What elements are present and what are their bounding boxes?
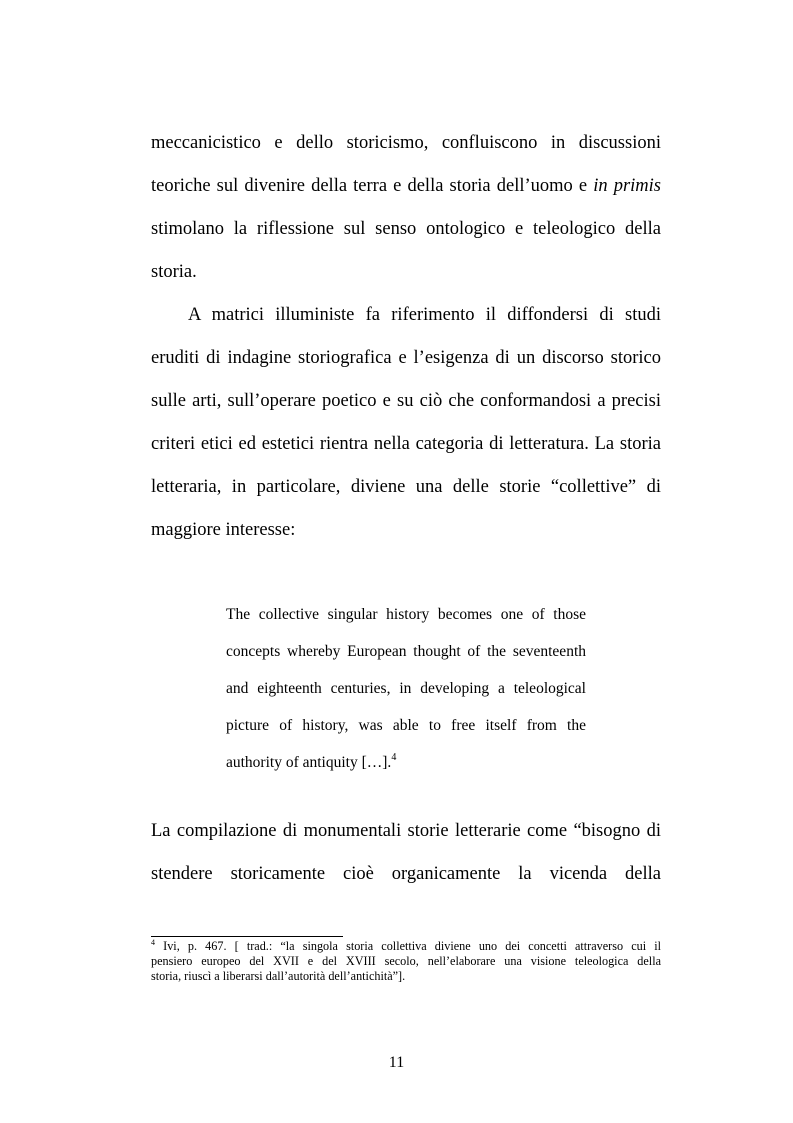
paragraph-2 [151, 294, 661, 552]
block-quote [226, 596, 586, 781]
paragraph-1-line-2 [151, 165, 661, 208]
page-number: 11 [388, 1054, 405, 1071]
paragraph-1 [151, 122, 661, 294]
paragraph-2-line-5: letteraria, in particolare, diviene una delle storie “collettive” di [151, 477, 661, 497]
paragraph-2-line-4: criteri etici ed estetici rientra nella categoria di letteratura. La storia [151, 434, 661, 454]
quote-line-3: and eighteenth centuries, in developing a teleological [226, 680, 586, 697]
paragraph-2-line-6: maggiore interesse: [151, 520, 296, 540]
quote-line-4: picture of history, was able to free itself from the [226, 717, 586, 734]
paragraph-3-line-2: stendere storicamente cioè organicamente la vicenda della [151, 864, 661, 884]
quote-line-1: The collective singular history becomes one of those [226, 606, 586, 623]
paragraph-1-line-1: meccanicistico e dello storicismo, confluiscono in discussioni [151, 133, 661, 153]
footnote-reference[interactable]: 4 [391, 752, 397, 763]
footnote-line-1-text: Ivi, p. 467. [ trad.: “la singola storia collettiva diviene uno dei concetti attraverso cui il [163, 939, 662, 953]
quote-line-5 [226, 744, 586, 781]
paragraph-2-line-1: A matrici illuministe fa riferimento il diffondersi di studi [188, 305, 661, 325]
paragraph-3-line-1: La compilazione di monumentali storie letterarie come “bisogno di [151, 821, 661, 841]
footnote-line-2: pensiero europeo del XVII e del XVIII secolo, nell’elaborare una visione teleologica della [151, 954, 661, 968]
quote-line-2: concepts whereby European thought of the seventeenth [226, 643, 586, 660]
footnote [151, 939, 661, 984]
paragraph-2-line-2: eruditi di indagine storiografica e l’esigenza di un discorso storico [151, 348, 661, 368]
paragraph-2-line-3: sulle arti, sull’operare poetico e su ciò che conformandosi a precisi [151, 391, 661, 411]
footnote-separator [151, 936, 343, 937]
italic-phrase: in primis [593, 176, 661, 196]
paragraph-3 [151, 810, 661, 896]
paragraph-1-line-3: stimolano la riflessione sul senso ontologico e teleologico della [151, 219, 661, 239]
footnote-number: 4 [151, 938, 155, 947]
footnote-line-1 [151, 939, 661, 954]
paragraph-1-line-4: storia. [151, 262, 197, 282]
quote-line-5-text: authority of antiquity […]. [226, 754, 392, 771]
footnote-line-3: storia, riuscì a liberarsi dall’autorità dell’antichità”]. [151, 969, 406, 983]
paragraph-1-line-2-text: teoriche sul divenire della terra e della storia dell’uomo e [151, 176, 588, 196]
